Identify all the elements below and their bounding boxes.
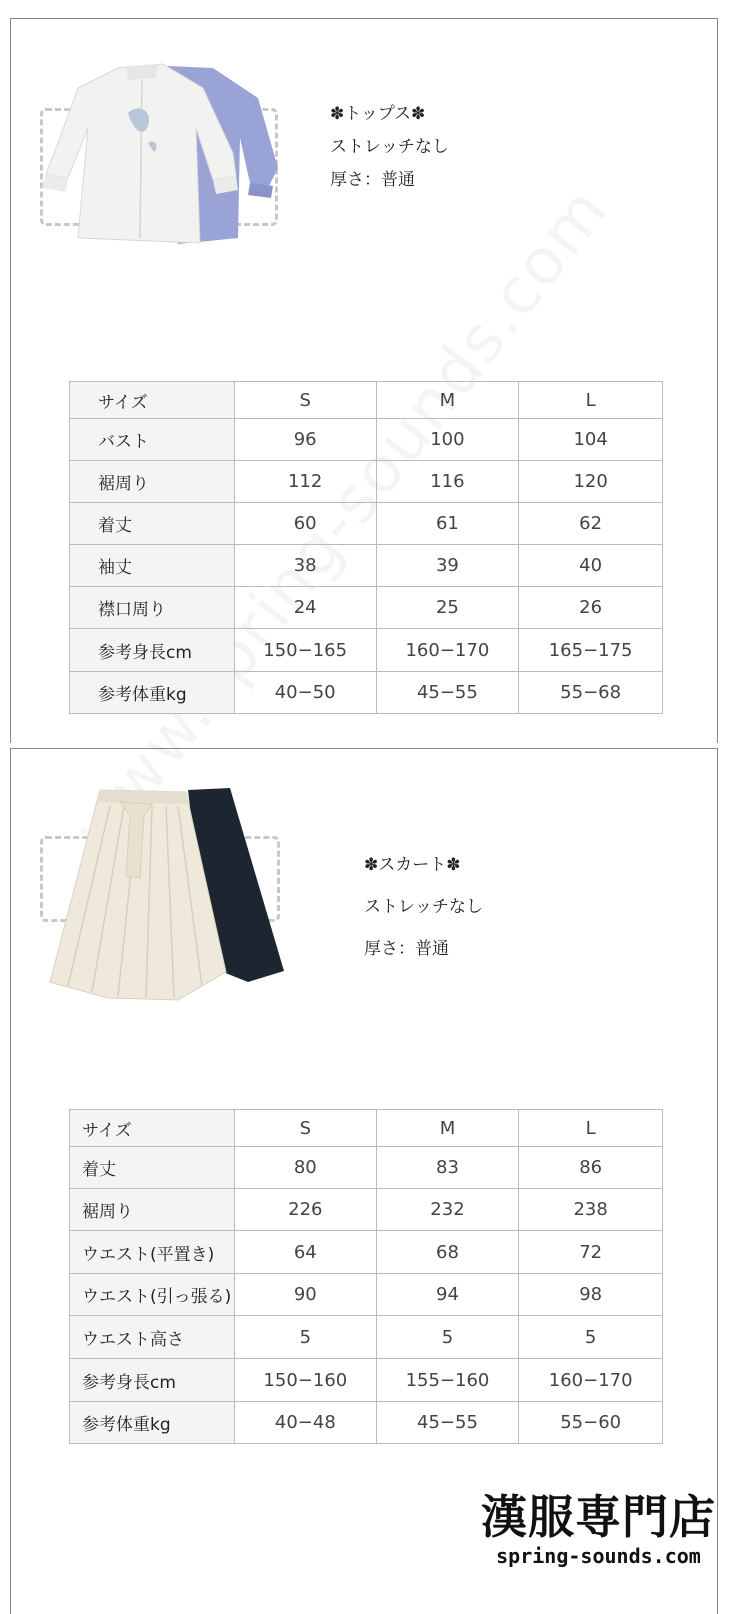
size-cell: 45−55: [376, 1402, 519, 1444]
table-row: [70, 419, 663, 461]
size-cell: S: [234, 382, 376, 419]
row-label: 襟口周り: [70, 587, 235, 629]
size-cell: 150−165: [234, 629, 376, 672]
size-cell: 62: [519, 503, 663, 545]
size-cell: 5: [519, 1316, 663, 1359]
row-label: ウエスト(引っ張る): [70, 1274, 235, 1316]
table-row: [70, 1189, 663, 1231]
size-cell: 150−160: [234, 1359, 376, 1402]
row-label: 参考身長cm: [70, 1359, 235, 1402]
size-cell: 60: [234, 503, 376, 545]
size-cell: 90: [234, 1274, 376, 1316]
brand-url: spring-sounds.com: [496, 1544, 701, 1568]
tops-image: [28, 58, 288, 250]
size-cell: 55−68: [519, 672, 663, 714]
size-cell: 104: [519, 419, 663, 461]
size-cell: 80: [234, 1147, 376, 1189]
skirt-description: [364, 844, 483, 970]
table-header-row: [70, 382, 663, 419]
skirt-size-table: [69, 1109, 663, 1444]
table-row: [70, 545, 663, 587]
size-cell: 96: [234, 419, 376, 461]
row-label: 参考体重kg: [70, 672, 235, 714]
row-label: バスト: [70, 419, 235, 461]
row-label: ウエスト高さ: [70, 1316, 235, 1359]
table-row: [70, 1402, 663, 1444]
row-label: 着丈: [70, 1147, 235, 1189]
size-cell: 26: [519, 587, 663, 629]
size-cell: 165−175: [519, 629, 663, 672]
size-cell: 160−170: [376, 629, 519, 672]
size-cell: 112: [234, 461, 376, 503]
table-row: [70, 629, 663, 672]
size-cell: 94: [376, 1274, 519, 1316]
size-cell: L: [519, 1110, 663, 1147]
size-cell: 40−48: [234, 1402, 376, 1444]
size-cell: 25: [376, 587, 519, 629]
brand-logo: [481, 1490, 716, 1568]
size-cell: 120: [519, 461, 663, 503]
tops-title: ✽トップス✽: [330, 104, 426, 124]
size-cell: M: [376, 382, 519, 419]
table-row: [70, 503, 663, 545]
size-cell: 68: [376, 1231, 519, 1274]
row-label: 裾周り: [70, 461, 235, 503]
row-label: 参考身長cm: [70, 629, 235, 672]
table-row: [70, 461, 663, 503]
size-cell: L: [519, 382, 663, 419]
row-label: ウエスト(平置き): [70, 1231, 235, 1274]
size-cell: 100: [376, 419, 519, 461]
size-cell: 61: [376, 503, 519, 545]
tops-size-table: [69, 381, 663, 714]
size-cell: 38: [234, 545, 376, 587]
tops-description: [330, 98, 449, 197]
size-cell: 24: [234, 587, 376, 629]
brand-name: 漢服専門店: [481, 1490, 716, 1544]
skirt-thickness: 厚さ：普通: [364, 939, 449, 959]
size-cell: 40−50: [234, 672, 376, 714]
size-cell: M: [376, 1110, 519, 1147]
size-cell: 83: [376, 1147, 519, 1189]
row-label: 参考体重kg: [70, 1402, 235, 1444]
size-cell: 86: [519, 1147, 663, 1189]
row-label: サイズ: [70, 1110, 235, 1147]
table-row: [70, 672, 663, 714]
size-cell: 5: [234, 1316, 376, 1359]
table-row: [70, 1359, 663, 1402]
size-cell: 39: [376, 545, 519, 587]
table-header-row: [70, 1110, 663, 1147]
table-row: [70, 1316, 663, 1359]
skirt-stretch: ストレッチなし: [364, 897, 483, 917]
size-cell: 40: [519, 545, 663, 587]
table-row: [70, 1147, 663, 1189]
table-row: [70, 1274, 663, 1316]
tops-stretch: ストレッチなし: [330, 137, 449, 157]
skirt-title: ✽スカート✽: [364, 855, 461, 875]
row-label: サイズ: [70, 382, 235, 419]
size-cell: 116: [376, 461, 519, 503]
tops-thickness: 厚さ：普通: [330, 170, 415, 190]
size-cell: 226: [234, 1189, 376, 1231]
size-cell: 160−170: [519, 1359, 663, 1402]
size-cell: 64: [234, 1231, 376, 1274]
size-cell: 45−55: [376, 672, 519, 714]
size-cell: 5: [376, 1316, 519, 1359]
row-label: 着丈: [70, 503, 235, 545]
size-cell: 238: [519, 1189, 663, 1231]
table-row: [70, 587, 663, 629]
size-cell: 72: [519, 1231, 663, 1274]
row-label: 裾周り: [70, 1189, 235, 1231]
table-row: [70, 1231, 663, 1274]
size-cell: 98: [519, 1274, 663, 1316]
size-cell: 155−160: [376, 1359, 519, 1402]
skirt-image: [48, 786, 288, 1006]
size-cell: 55−60: [519, 1402, 663, 1444]
row-label: 袖丈: [70, 545, 235, 587]
size-cell: S: [234, 1110, 376, 1147]
size-cell: 232: [376, 1189, 519, 1231]
